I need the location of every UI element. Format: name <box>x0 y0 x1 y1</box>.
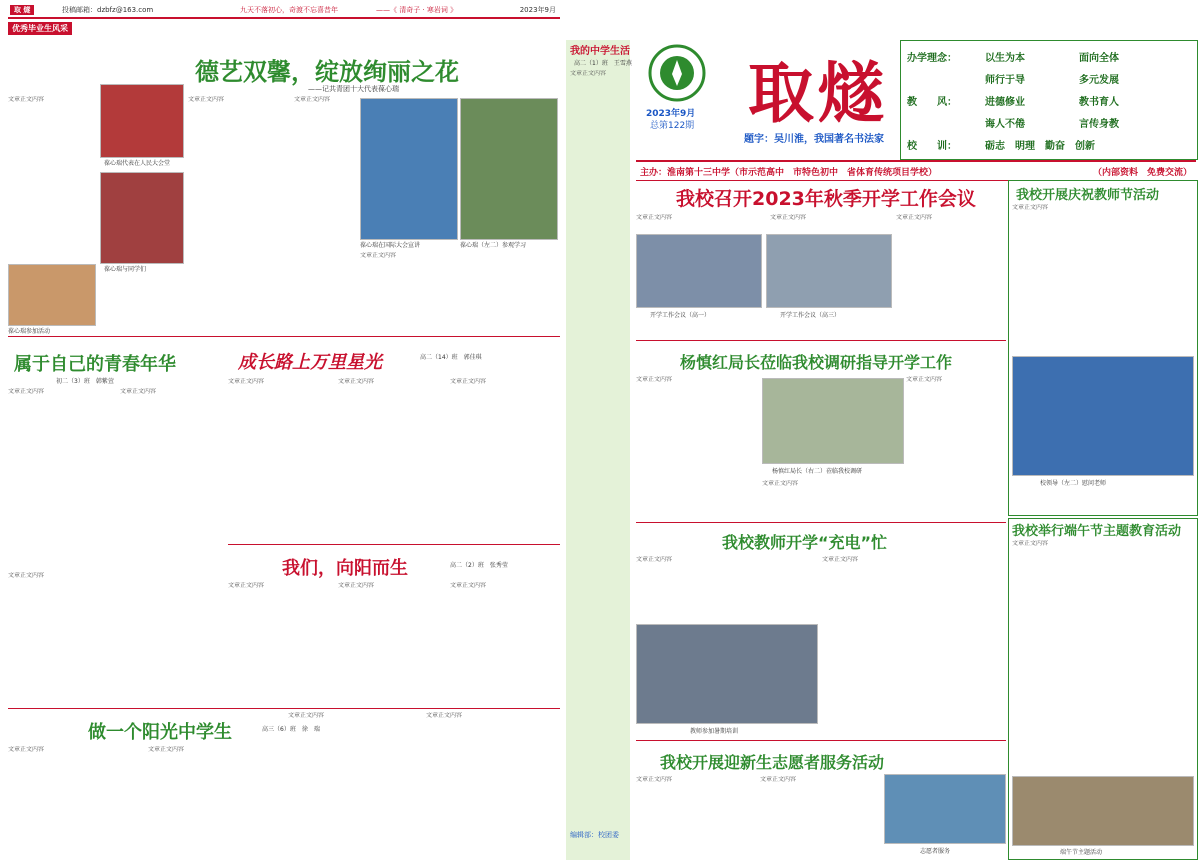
photo-charge <box>636 624 818 724</box>
sunny-text-col3: 文章正文内容 <box>288 712 325 719</box>
article-byline-youth: 初二（3）班 韩紫萱 <box>56 378 114 385</box>
photo-caption-2: 葆心瑞与同学们 <box>104 266 147 273</box>
sunny-text-col4: 文章正文内容 <box>426 712 463 719</box>
photo-delegate-2 <box>100 172 184 264</box>
motto-value-2c: 诲人不倦 <box>985 119 1025 130</box>
issue-date: 2023年9月 <box>646 109 696 119</box>
photo-volunteer <box>884 774 1006 844</box>
top-bar-email: 投稿邮箱：dzbfz@163.com <box>62 6 154 14</box>
top-bar-slogan: 九天不落初心，奇渡不忘喜昔年 <box>240 6 338 14</box>
photo-caption-4: 葆心瑞在国际大会宣讲 <box>360 242 421 249</box>
photo-visit <box>460 98 558 240</box>
issue-number: 总第122期 <box>650 121 695 131</box>
divider-right-2 <box>636 522 1006 523</box>
volunteer-text-col1: 文章正文内容 <box>636 776 673 783</box>
divider-right-1 <box>636 340 1006 341</box>
motto-value-2a: 进德修业 <box>985 97 1025 108</box>
meeting-text-col3: 文章正文内容 <box>896 214 933 221</box>
divider-3 <box>8 708 560 709</box>
photo-caption-meeting-2: 开学工作会议（高三） <box>780 312 841 319</box>
article-byline-sun: 高二（2）班 张秀莹 <box>450 562 508 569</box>
article-headline-charge: 我校教师开学“充电”忙 <box>722 533 888 552</box>
article-headline-sunny: 做一个阳光中学生 <box>88 722 232 743</box>
sun-text-col3: 文章正文内容 <box>450 582 487 589</box>
photo-speech <box>360 98 458 240</box>
article-text-col2: 文章正文内容 <box>188 96 225 103</box>
host-text: 主办：淮南第十三中学（市示范高中 市特色初中 省体育传统项目学校） <box>640 168 938 178</box>
visit-text-col1: 文章正文内容 <box>636 376 673 383</box>
motto-value-2d: 言传身教 <box>1079 119 1119 130</box>
sunny-text-col1: 文章正文内容 <box>8 746 45 753</box>
masthead-title: 取燧 <box>748 54 888 132</box>
motto-label-3: 校 训： <box>907 141 957 152</box>
left-page <box>0 0 562 862</box>
photo-delegate-3 <box>8 264 96 326</box>
motto-value-2b: 教书育人 <box>1079 97 1119 108</box>
photo-visit-right <box>762 378 904 464</box>
visit-text-col3: 文章正文内容 <box>906 376 943 383</box>
photo-caption-1: 葆心瑞代表在人民大会堂 <box>104 160 171 167</box>
photo-caption-teacher: 校领导（左二）慰问老师 <box>1040 480 1107 487</box>
dragon-text: 文章正文内容 <box>1012 540 1049 547</box>
article-headline-volunteer: 我校开展迎新生志愿者服务活动 <box>660 753 885 772</box>
volunteer-text-col2: 文章正文内容 <box>760 776 797 783</box>
charge-text-col1: 文章正文内容 <box>636 556 673 563</box>
life-column-byline: 高二（1）班 王雪燕 <box>574 60 632 67</box>
article-text-col1: 文章正文内容 <box>8 96 45 103</box>
host-note: （内部资料 免费交流） <box>1092 168 1192 178</box>
photo-meeting-1 <box>636 234 762 308</box>
charge-text-col2: 文章正文内容 <box>822 556 859 563</box>
school-motto-box <box>900 40 1198 160</box>
teacher-day-text: 文章正文内容 <box>1012 204 1049 211</box>
visit-text-col2: 文章正文内容 <box>762 480 799 487</box>
divider-1 <box>8 336 560 337</box>
top-bar-date: 2023年9月 <box>519 6 556 14</box>
motto-label-1: 办学理念： <box>907 53 957 64</box>
life-column-heading: 我的中学生活 <box>570 46 630 57</box>
section-tag: 优秀毕业生风采 <box>8 22 72 35</box>
star-text-col1: 文章正文内容 <box>228 378 265 385</box>
motto-value-1a: 以生为本 <box>985 53 1025 64</box>
sun-text-col1: 文章正文内容 <box>228 582 265 589</box>
photo-caption-3: 葆心瑞参加活动 <box>8 328 51 335</box>
article-text-col3: 文章正文内容 <box>294 96 331 103</box>
photo-dragon <box>1012 776 1194 846</box>
star-text-col3: 文章正文内容 <box>450 378 487 385</box>
masthead-inscription: 题字：吴川淮，我国著名书法家 <box>744 134 884 145</box>
article-headline-sun: 我们，向阳而生 <box>282 558 408 579</box>
photo-caption-meeting-1: 开学工作会议（高一） <box>650 312 711 319</box>
meeting-text-col2: 文章正文内容 <box>770 214 807 221</box>
photo-meeting-2 <box>766 234 892 308</box>
photo-caption-5: 葆心瑞（左二）参观学习 <box>460 242 527 249</box>
article-headline-meeting: 我校召开2023年秋季开学工作会议 <box>676 188 976 210</box>
sunny-text-col2: 文章正文内容 <box>148 746 185 753</box>
motto-value-3: 砺志 明理 勤奋 创新 <box>985 141 1095 152</box>
photo-teacher-day <box>1012 356 1194 476</box>
top-bar-tag: 取 燧 <box>10 5 34 15</box>
article-headline-main: 德艺双馨，绽放绚丽之花 <box>195 58 459 86</box>
photo-caption-dragon: 端午节主题活动 <box>1060 849 1103 856</box>
article-text-col4: 文章正文内容 <box>360 252 397 259</box>
divider-right-3 <box>636 740 1006 741</box>
photo-caption-charge: 教师参加暑期培训 <box>690 728 739 735</box>
photo-caption-volunteer: 志愿者服务 <box>920 848 951 855</box>
youth-text-bottom: 文章正文内容 <box>8 572 45 579</box>
sun-text-col2: 文章正文内容 <box>338 582 375 589</box>
life-column-text: 文章正文内容 <box>570 70 607 77</box>
article-headline-dragon: 我校举行端午节主题教育活动 <box>1012 524 1182 539</box>
meeting-text-col1: 文章正文内容 <box>636 214 673 221</box>
article-headline-star: 成长路上万里星光 <box>238 352 382 373</box>
top-bar <box>8 3 560 19</box>
photo-delegate <box>100 84 184 158</box>
article-headline-visit: 杨慎红局长莅临我校调研指导开学工作 <box>680 353 953 372</box>
youth-text-col1: 文章正文内容 <box>8 388 45 395</box>
host-line <box>636 160 1196 181</box>
school-logo-icon <box>648 44 706 102</box>
article-headline-teacher-day: 我校开展庆祝教师节活动 <box>1016 188 1160 203</box>
article-byline-main: ——记共青团十大代表葆心瑞 <box>308 85 399 93</box>
motto-value-1c: 师行于导 <box>985 75 1025 86</box>
divider-2 <box>228 544 560 545</box>
article-headline-youth: 属于自己的青春年华 <box>14 354 176 375</box>
article-byline-star: 高二（14）班 郭佳琪 <box>420 354 482 361</box>
star-text-col2: 文章正文内容 <box>338 378 375 385</box>
article-byline-sunny: 高三（6）班 徐 瑞 <box>262 726 320 733</box>
motto-value-1b: 面向全体 <box>1079 53 1119 64</box>
editor-note: 编辑部：校团委 <box>570 831 619 839</box>
photo-caption-visit: 杨慎红局长（右二）莅临我校调研 <box>772 468 863 475</box>
youth-text-col2: 文章正文内容 <box>120 388 157 395</box>
motto-label-2: 教 风： <box>907 97 957 108</box>
top-bar-quote: ——《 清奇子 · 寒岩词 》 <box>376 6 458 14</box>
motto-value-1d: 多元发展 <box>1079 75 1119 86</box>
